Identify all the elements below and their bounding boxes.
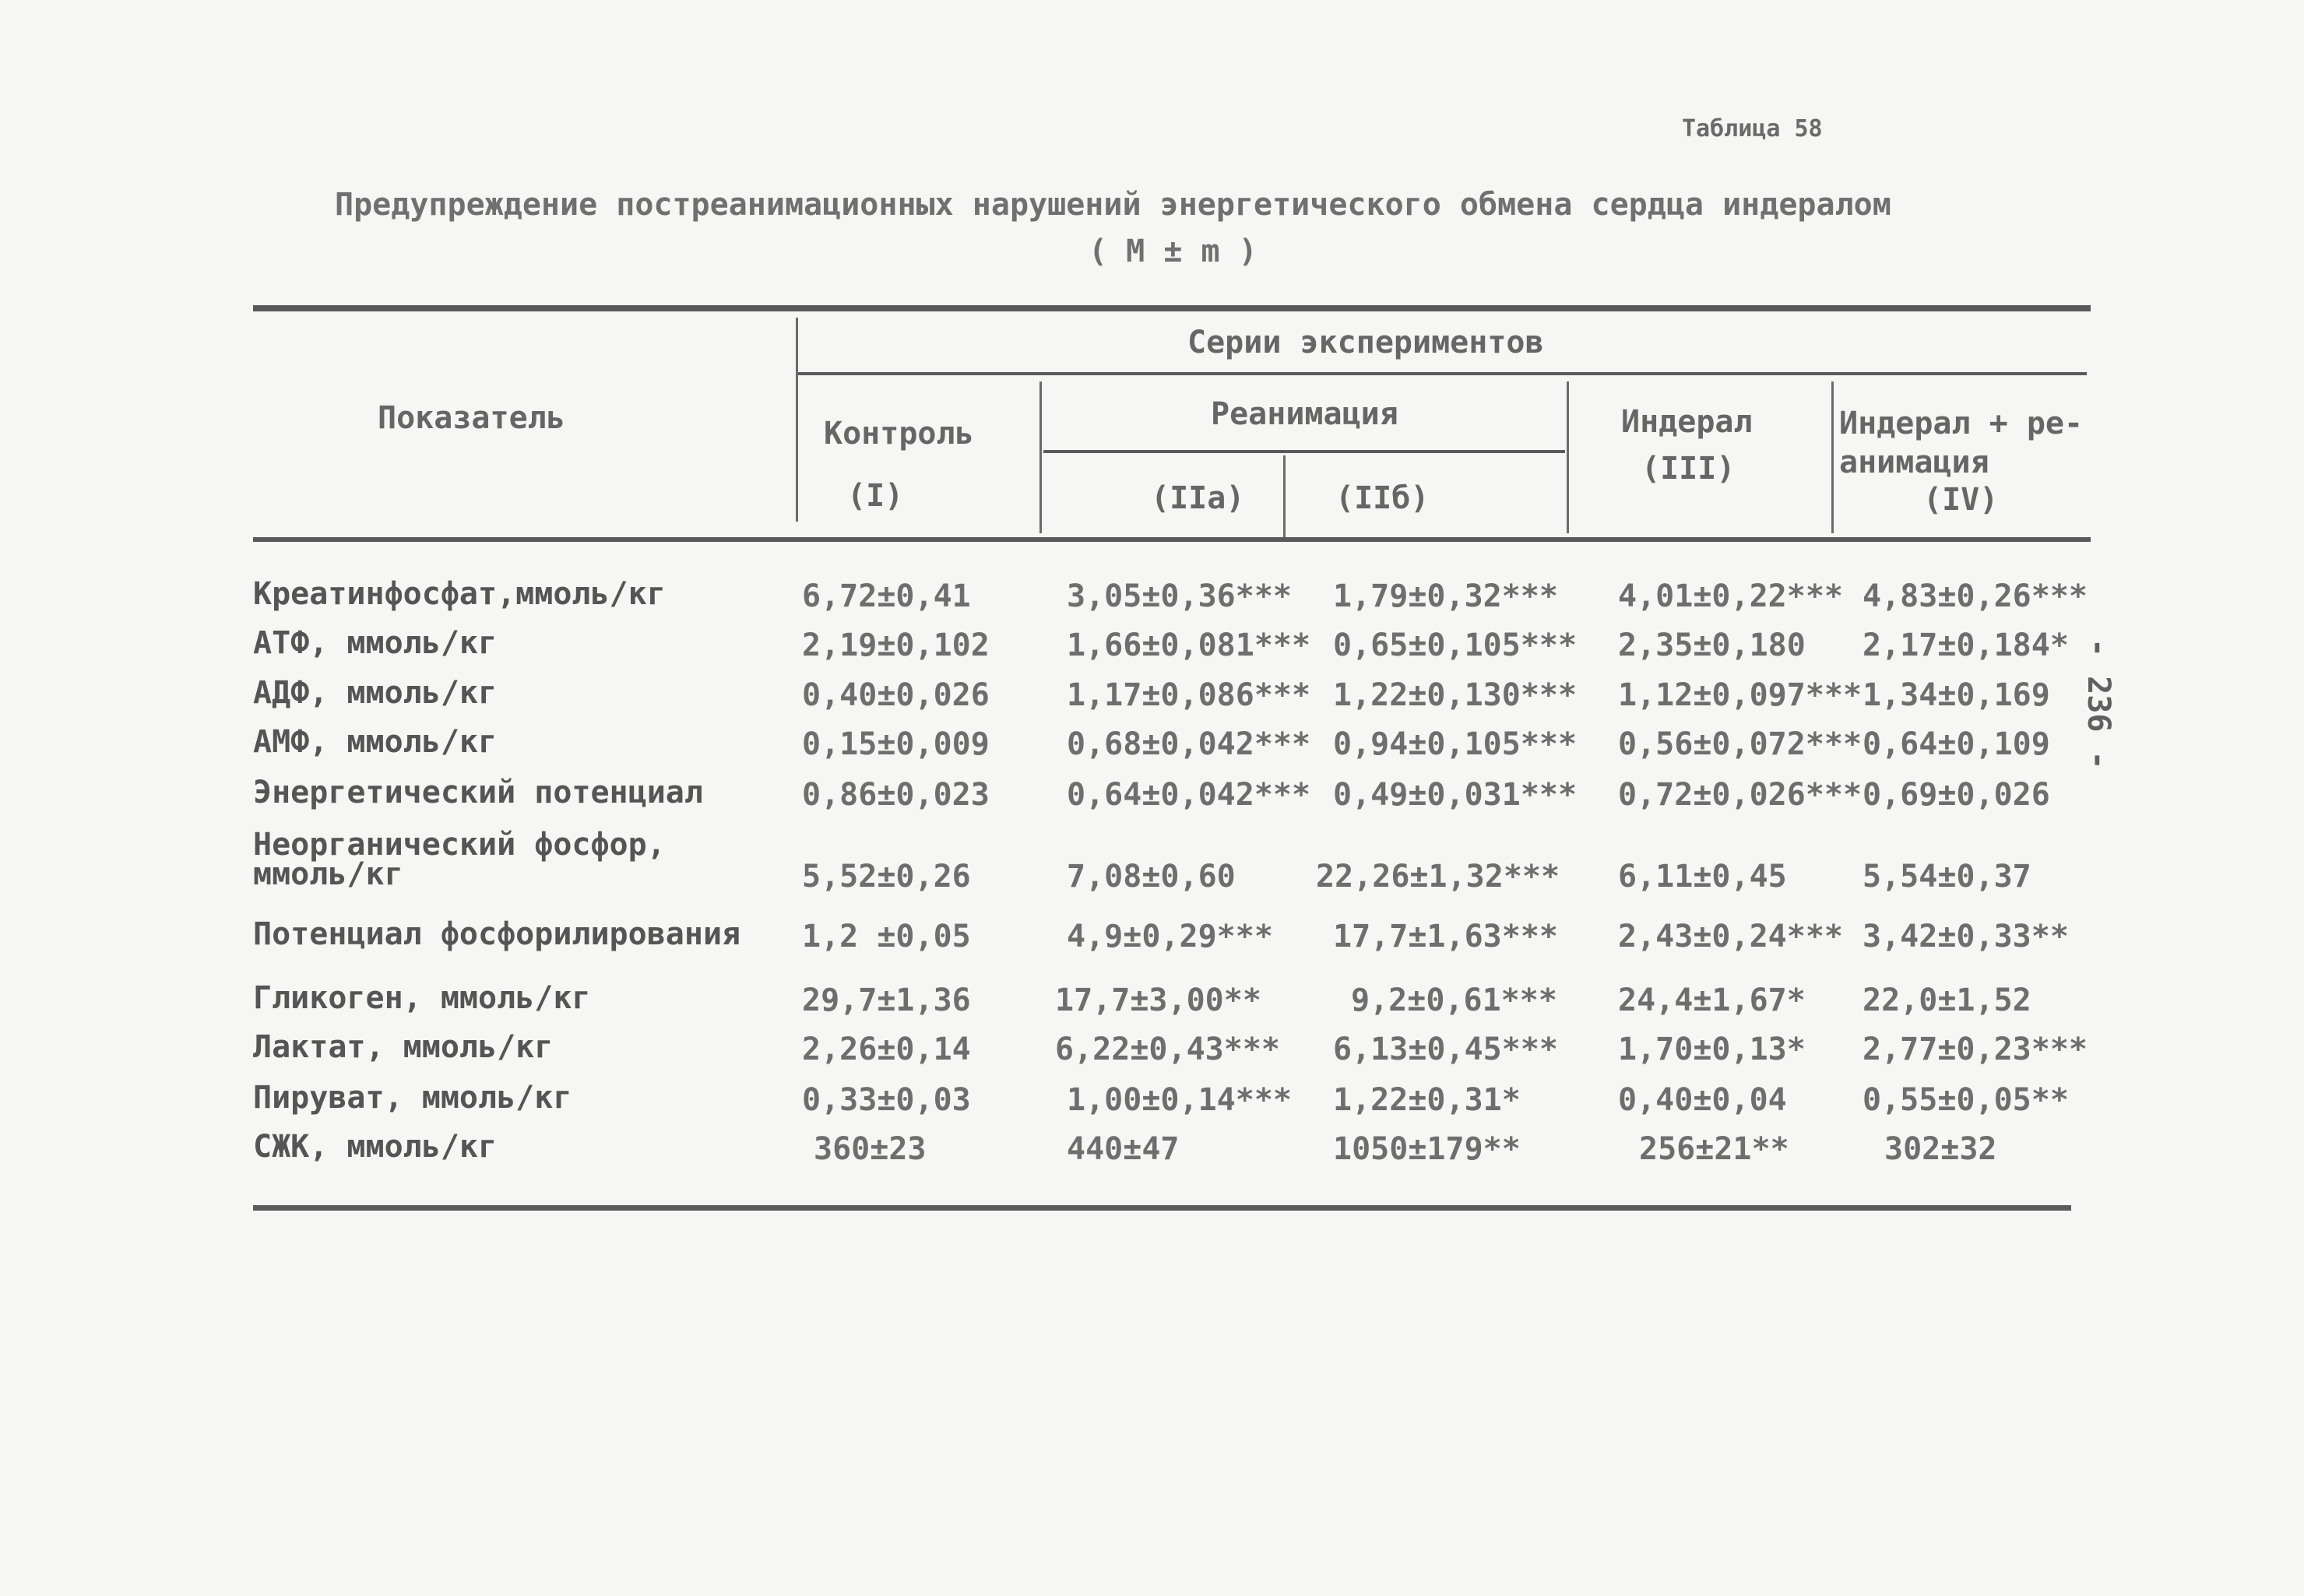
cell-reanimation-b: 0,65±0,105*** bbox=[1333, 628, 1578, 663]
header-bottom-rule bbox=[253, 537, 2091, 542]
cell-reanimation-b: 17,7±1,63*** bbox=[1333, 919, 1558, 954]
table-title: Предупреждение постреанимационных нарушений энергетического обмена сердца индералом bbox=[335, 187, 1891, 223]
cell-inderal-reanimation: 5,54±0,37 bbox=[1863, 859, 2031, 895]
cell-control: 1,2 ±0,05 bbox=[802, 919, 971, 954]
cell-inderal-reanimation: 2,77±0,23*** bbox=[1863, 1032, 2088, 1067]
header-inderal-reanimation-2: анимация bbox=[1839, 445, 1989, 480]
cell-reanimation-a: 6,22±0,43*** bbox=[1055, 1032, 1280, 1067]
row-label: АТФ, ммоль/кг bbox=[253, 625, 498, 661]
cell-reanimation-a: 17,7±3,00** bbox=[1055, 983, 1261, 1018]
table-number-label: Таблица 58 bbox=[1682, 115, 1823, 142]
cell-reanimation-a: 3,05±0,36*** bbox=[1067, 578, 1292, 614]
column-divider-inderal-rean bbox=[1831, 381, 1834, 533]
row-label: Лактат, ммоль/кг bbox=[253, 1029, 554, 1065]
row-label: Потенциал фосфорилирования bbox=[253, 916, 741, 952]
cell-control: 29,7±1,36 bbox=[802, 983, 971, 1018]
row-label: АДФ, ммоль/кг bbox=[253, 675, 498, 711]
cell-inderal: 1,12±0,097*** bbox=[1618, 677, 1863, 713]
cell-inderal: 24,4±1,67* bbox=[1618, 983, 1806, 1018]
cell-reanimation-b: 0,94±0,105*** bbox=[1333, 726, 1578, 762]
cell-reanimation-b: 0,49±0,031*** bbox=[1333, 777, 1578, 813]
cell-reanimation-b: 1050±179** bbox=[1333, 1131, 1521, 1167]
cell-reanimation-a: 0,68±0,042*** bbox=[1067, 726, 1311, 762]
cell-control: 5,52±0,26 bbox=[802, 859, 971, 895]
cell-control: 6,72±0,41 bbox=[802, 578, 971, 614]
cell-reanimation-a: 0,64±0,042*** bbox=[1067, 777, 1311, 813]
cell-reanimation-b: 1,79±0,32*** bbox=[1333, 578, 1558, 614]
cell-reanimation-a: 1,00±0,14*** bbox=[1067, 1082, 1292, 1118]
cell-reanimation-a: 7,08±0,60 bbox=[1067, 859, 1236, 895]
table-subtitle: ( М ± m ) bbox=[1089, 234, 1258, 269]
header-inderal: Индерал bbox=[1621, 404, 1753, 440]
row-label-continuation: ммоль/кг bbox=[253, 856, 403, 892]
row-label: Креатинфосфат,ммоль/кг bbox=[253, 576, 666, 612]
row-label: Гликоген, ммоль/кг bbox=[253, 980, 591, 1016]
cell-reanimation-b: 1,22±0,31* bbox=[1333, 1082, 1521, 1118]
cell-inderal: 0,40±0,04 bbox=[1618, 1082, 1787, 1118]
header-control: Контроль bbox=[824, 416, 974, 452]
cell-inderal-reanimation: 4,83±0,26*** bbox=[1863, 578, 2088, 614]
page-number: - 236 - bbox=[2081, 638, 2116, 770]
row-label: СЖК, ммоль/кг bbox=[253, 1129, 498, 1165]
row-label: АМФ, ммоль/кг bbox=[253, 724, 498, 760]
cell-control: 2,26±0,14 bbox=[802, 1032, 971, 1067]
header-indicator: Показатель bbox=[378, 400, 565, 436]
header-series: Серии экспериментов bbox=[1187, 325, 1544, 360]
cell-inderal-reanimation: 0,55±0,05** bbox=[1863, 1082, 2069, 1118]
cell-inderal: 0,72±0,026*** bbox=[1618, 777, 1863, 813]
cell-inderal-reanimation: 0,64±0,109 bbox=[1863, 726, 2050, 762]
cell-reanimation-b: 9,2±0,61*** bbox=[1351, 983, 1557, 1018]
header-control-number: (I) bbox=[847, 478, 904, 514]
cell-inderal: 1,70±0,13* bbox=[1618, 1032, 1806, 1067]
cell-inderal-reanimation: 1,34±0,169 bbox=[1863, 677, 2050, 713]
cell-reanimation-a: 1,17±0,086*** bbox=[1067, 677, 1311, 713]
table-bottom-rule bbox=[253, 1205, 2071, 1211]
cell-inderal: 0,56±0,072*** bbox=[1618, 726, 1863, 762]
column-divider-inderal bbox=[1567, 381, 1569, 533]
cell-reanimation-b: 22,26±1,32*** bbox=[1316, 859, 1560, 895]
header-inderal-number: (III) bbox=[1641, 451, 1736, 487]
cell-reanimation-a: 4,9±0,29*** bbox=[1067, 919, 1273, 954]
cell-reanimation-a: 440±47 bbox=[1067, 1131, 1180, 1167]
cell-reanimation-b: 1,22±0,130*** bbox=[1333, 677, 1578, 713]
cell-inderal: 6,11±0,45 bbox=[1618, 859, 1787, 895]
column-divider-control bbox=[1039, 381, 1042, 533]
row-label: Энергетический потенциал bbox=[253, 775, 703, 810]
cell-control: 0,15±0,009 bbox=[802, 726, 990, 762]
header-inderal-reanimation-number: (IV) bbox=[1923, 482, 1999, 518]
cell-reanimation-b: 6,13±0,45*** bbox=[1333, 1032, 1558, 1067]
cell-inderal: 256±21** bbox=[1639, 1131, 1789, 1167]
cell-inderal: 2,35±0,180 bbox=[1618, 628, 1806, 663]
cell-control: 0,33±0,03 bbox=[802, 1082, 971, 1118]
cell-inderal-reanimation: 0,69±0,026 bbox=[1863, 777, 2050, 813]
header-reanimation: Реанимация bbox=[1211, 396, 1398, 432]
header-inderal-reanimation: Индерал + ре- bbox=[1839, 406, 2084, 441]
cell-control: 0,40±0,026 bbox=[802, 677, 990, 713]
column-divider-reanimation bbox=[1283, 455, 1286, 537]
row-label: Неорганический фосфор, bbox=[253, 827, 666, 863]
cell-inderal: 2,43±0,24*** bbox=[1618, 919, 1843, 954]
column-divider-indicator bbox=[796, 318, 798, 522]
cell-inderal: 4,01±0,22*** bbox=[1618, 578, 1843, 614]
cell-inderal-reanimation: 3,42±0,33** bbox=[1863, 919, 2069, 954]
cell-control: 0,86±0,023 bbox=[802, 777, 990, 813]
series-underline bbox=[798, 372, 2087, 375]
cell-reanimation-a: 1,66±0,081*** bbox=[1067, 628, 1311, 663]
reanimation-underline bbox=[1043, 450, 1565, 453]
header-reanimation-a: (IIа) bbox=[1151, 480, 1245, 516]
cell-control: 2,19±0,102 bbox=[802, 628, 990, 663]
cell-inderal-reanimation: 2,17±0,184* bbox=[1863, 628, 2069, 663]
header-reanimation-b: (IIб) bbox=[1335, 480, 1430, 516]
cell-inderal-reanimation: 302±32 bbox=[1884, 1131, 1997, 1167]
cell-inderal-reanimation: 22,0±1,52 bbox=[1863, 983, 2031, 1018]
row-label: Пируват, ммоль/кг bbox=[253, 1080, 572, 1116]
table-top-rule bbox=[253, 305, 2091, 311]
cell-control: 360±23 bbox=[814, 1131, 927, 1167]
